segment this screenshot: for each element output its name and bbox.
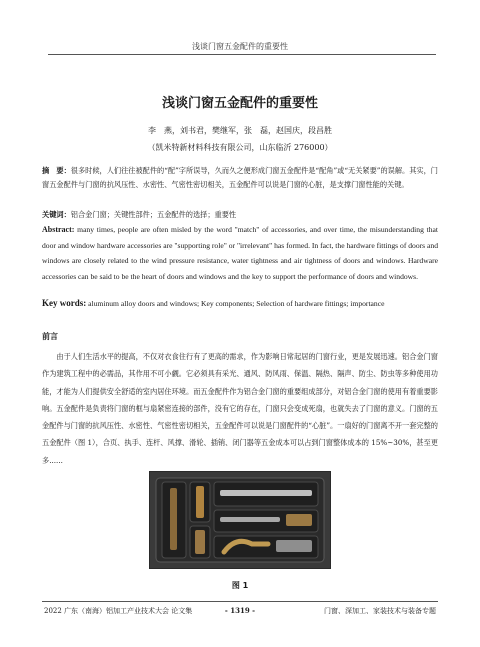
body-paragraph: 由于人们生活水平的提高，不仅对衣食住行有了更高的需求，作为影响日常起居的门窗行业，更是发展迅速。铝合金门窗作为建筑工程中的必需品，其作用不可小觑。它必须具有采光、通风、防风雨、保温、隔热、隔声、防尘、防虫等多种使用功能，才能为人们提供安全舒适的室内居住环境。而五金配件作为铝合金门窗的重要组成部分，对铝合金门窗的使用有着重要影响。五金配件是负责将门窗的框与扇紧密连接的部件，没有它的存在，门窗只会变成死扇，也就失去了门窗的意义。门窗的五金配件与门窗的抗风压性、水密性、气密性密切相关，五金配件可以说是门窗配件的“心脏”。一扇好的门窗离不开一套完整的五金配件（图 1），合页、执手、连杆、风撑、滑轮、插销、闭门器等五金成本可以占到门窗整体成本的 15%~30%，甚至更多...... — [42, 352, 438, 465]
keywords-cn-text: 铝合金门窗；关键性部件；五金配件的选择；重要性 — [70, 210, 237, 219]
keywords-en-label: Key words: — [42, 298, 87, 308]
section-title-preface: 前言 — [42, 332, 58, 341]
keywords-cn-label: 关键词： — [42, 210, 71, 219]
keywords-en-text: aluminum alloy doors and windows; Key components; Selection of hardware fittings; importance — [88, 299, 385, 308]
abstract-en — [42, 222, 438, 284]
keywords-cn — [42, 208, 438, 222]
footer-rule — [42, 601, 438, 602]
abstract-cn — [42, 164, 438, 192]
hardware-kit-photo — [149, 471, 331, 569]
running-head: 浅谈门窗五金配件的重要性 — [192, 42, 288, 51]
hardware-kit-illustration — [150, 472, 330, 568]
abstract-cn-label: 摘 要： — [42, 166, 71, 175]
author-list: 李 燕，刘书君，樊继军，张 磊，赵国庆，段昌胜 — [148, 126, 332, 135]
keywords-en — [42, 296, 438, 311]
paper-title: 浅谈门窗五金配件的重要性 — [161, 96, 318, 111]
abstract-cn-text: 很多时候，人们往往被配件的“配”字所误导，久而久之便形成门窗五金配件是“配角”或“无关紧要”的误解。其实，门窗五金配件与门窗的抗风压性、水密性、气密性密切相关，五金配件可以说是门窗的心脏，是支撑门窗性能的关键。 — [42, 166, 438, 189]
figure-caption: 图 1 — [231, 581, 249, 590]
affiliation: （凯米特新材料科技有限公司，山东临沂 276000） — [147, 143, 333, 152]
footer-topic: 门窗、深加工、家装技术与装备专题 — [324, 607, 436, 615]
abstract-en-label: Abstract: — [42, 225, 75, 234]
abstract-en-text: many times, people are often misled by the word "match" of accessories, and over time, the misunderstanding that door and window hardware accessories are "supporting role" or "irrelevant" has formed. In fact, the hardware fittings of doors and windows are closely related to the wind pressure resistance, water tightness and air tightness of doors and windows. Hardware accessories can be said to be the heart of doors and windows and the key to support the performance of doors and windows. — [42, 225, 438, 281]
footer-page-number: - 1319 - — [224, 606, 256, 615]
footer-proceedings: 2022 广东（南海）铝加工产业技术大会 论文集 — [44, 607, 193, 615]
header-rule — [48, 54, 436, 55]
